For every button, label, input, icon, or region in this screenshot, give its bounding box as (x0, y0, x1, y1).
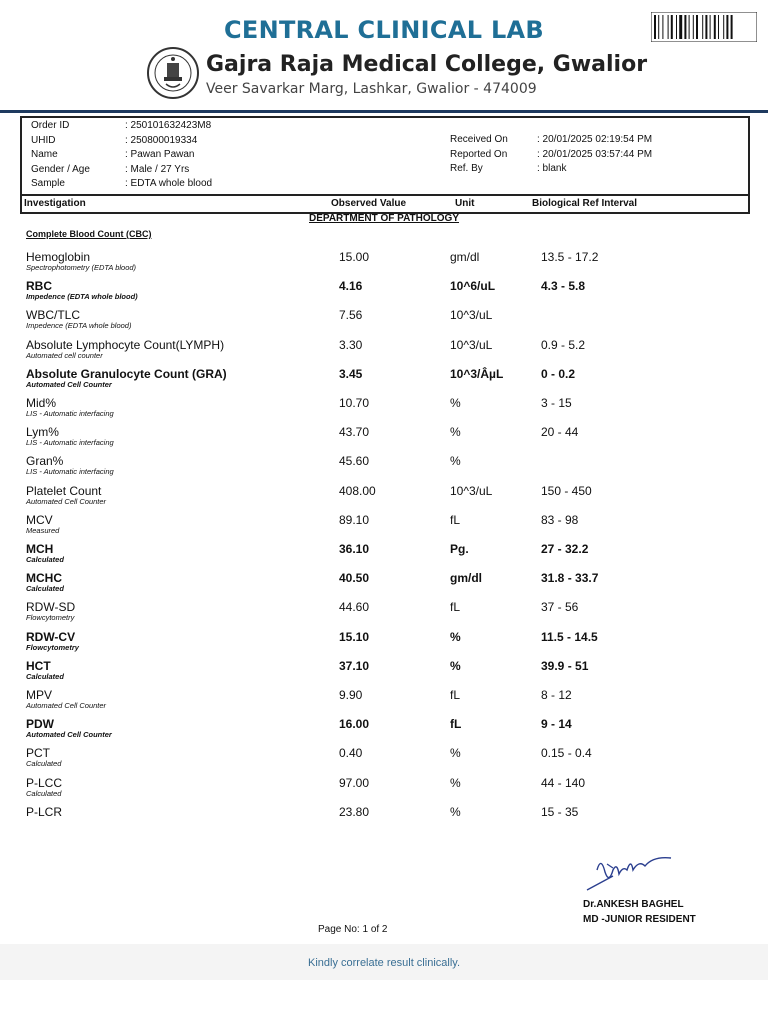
college-name: Gajra Raja Medical College, Gwalior (206, 52, 648, 77)
patient-label: Received On (450, 134, 508, 145)
test-method: Calculated (26, 671, 64, 681)
column-ref-interval: Biological Ref Interval (532, 198, 638, 209)
test-name: Hemoglobin (26, 250, 91, 264)
page-number: Page No: 1 of 2 (318, 924, 388, 935)
test-observed-value: 36.10 (339, 542, 370, 556)
test-method: Calculated (26, 788, 62, 798)
test-observed-value: 15.10 (339, 629, 370, 644)
test-name: Gran% (26, 454, 64, 469)
test-ref-interval: 83 - 98 (541, 512, 579, 527)
test-observed-value: 44.60 (339, 600, 370, 615)
test-name: HCT (26, 658, 51, 673)
test-unit: % (450, 454, 461, 469)
patient-label: Reported On (450, 148, 508, 160)
patient-value: : 20/01/2025 02:19:54 PM (537, 134, 653, 145)
test-unit: fL (450, 688, 461, 702)
test-name: P-LCR (26, 804, 63, 819)
test-name: Platelet Count (26, 483, 102, 498)
column-observed-value: Observed Value (331, 198, 407, 209)
patient-value: : 250101632423M8 (125, 120, 212, 131)
test-method: Calculated (26, 584, 64, 594)
test-observed-value: 7.56 (339, 308, 363, 323)
test-unit: fL (450, 717, 462, 732)
test-observed-value: 0.40 (339, 746, 363, 761)
test-observed-value: 37.10 (339, 658, 370, 673)
footer-note: Kindly correlate result clinically. (307, 957, 461, 969)
column-unit: Unit (455, 198, 475, 209)
patient-label: Order ID (31, 120, 70, 131)
patient-value: : Male / 27 Yrs (125, 163, 190, 175)
test-ref-interval: 0.15 - 0.4 (541, 746, 592, 761)
test-ref-interval: 0 - 0.2 (541, 366, 576, 381)
test-ref-interval: 150 - 450 (541, 483, 592, 498)
test-name: RDW-CV (26, 629, 76, 644)
section-heading: Complete Blood Count (CBC) (26, 229, 152, 239)
test-method: Automated Cell Counter (26, 496, 107, 506)
test-ref-interval: 13.5 - 17.2 (541, 250, 599, 264)
test-ref-interval: 37 - 56 (541, 600, 579, 615)
test-observed-value: 89.10 (339, 512, 370, 527)
test-method: Automated Cell Counter (26, 701, 107, 710)
patient-label: Gender / Age (31, 163, 90, 175)
patient-label: Name (31, 149, 58, 160)
test-method: Automated Cell Counter (26, 730, 112, 740)
test-unit: 10^3/uL (450, 483, 493, 498)
test-name: MCV (26, 512, 53, 527)
doctor-title: MD -JUNIOR RESIDENT (583, 914, 696, 925)
patient-label: UHID (31, 134, 56, 146)
test-unit: fL (450, 512, 461, 527)
patient-value: : 20/01/2025 03:57:44 PM (537, 148, 653, 160)
test-unit: 10^3/ÂµL (450, 366, 504, 381)
test-unit: % (450, 804, 461, 819)
test-unit: 10^3/uL (450, 308, 493, 323)
test-unit: Pg. (450, 542, 469, 556)
test-unit: % (450, 775, 461, 790)
test-observed-value: 9.90 (339, 688, 363, 702)
college-address: Veer Savarkar Marg, Lashkar, Gwalior - 474009 (206, 81, 537, 97)
test-unit: gm/dl (450, 250, 480, 264)
test-name: WBC/TLC (26, 308, 80, 323)
test-name: Absolute Lymphocyte Count(LYMPH) (26, 337, 225, 352)
test-name: RBC (26, 279, 52, 294)
test-observed-value: 408.00 (339, 483, 376, 498)
test-name: PCT (26, 746, 50, 761)
test-method: LIS - Automatic interfacing (26, 409, 114, 418)
test-ref-interval: 4.3 - 5.8 (541, 279, 586, 294)
test-unit: fL (450, 600, 461, 615)
test-unit: 10^3/uL (450, 337, 493, 352)
test-method: LIS - Automatic interfacing (26, 438, 114, 448)
patient-label: Ref. By (450, 163, 483, 174)
test-name: MCHC (26, 571, 62, 586)
test-observed-value: 45.60 (339, 454, 370, 469)
patient-value: : blank (537, 163, 567, 174)
test-unit: % (450, 425, 461, 440)
signature-image (583, 848, 675, 896)
header-divider (0, 110, 768, 113)
test-ref-interval: 0.9 - 5.2 (541, 337, 586, 352)
test-name: RDW-SD (26, 600, 76, 615)
barcode-icon (651, 12, 757, 42)
test-method: Flowcytometry (26, 642, 79, 652)
patient-value: : Pawan Pawan (125, 149, 195, 160)
test-unit: % (450, 629, 461, 644)
test-observed-value: 4.16 (339, 279, 363, 294)
test-observed-value: 3.30 (339, 337, 363, 352)
test-name: MPV (26, 688, 53, 702)
test-method: Impedence (EDTA whole blood) (26, 292, 138, 302)
test-method: Calculated (26, 555, 64, 564)
test-method: Measured (26, 525, 60, 535)
test-ref-interval: 27 - 32.2 (541, 542, 589, 556)
patient-label: Sample (31, 178, 65, 189)
doctor-name: Dr.ANKESH BAGHEL (583, 899, 684, 910)
test-observed-value: 16.00 (339, 717, 370, 732)
test-observed-value: 97.00 (339, 775, 370, 790)
lab-title: CENTRAL CLINICAL LAB (223, 16, 544, 44)
test-observed-value: 40.50 (339, 571, 370, 586)
test-method: Flowcytometry (26, 613, 75, 623)
test-ref-interval: 8 - 12 (541, 688, 572, 702)
patient-value: : EDTA whole blood (125, 178, 213, 189)
test-ref-interval: 15 - 35 (541, 804, 579, 819)
test-unit: % (450, 746, 461, 761)
test-ref-interval: 9 - 14 (541, 717, 572, 732)
column-investigation: Investigation (24, 198, 86, 209)
department-heading: DEPARTMENT OF PATHOLOGY (309, 213, 459, 224)
college-emblem-icon (146, 46, 200, 100)
test-unit: 10^6/uL (450, 279, 496, 294)
test-name: PDW (26, 717, 54, 732)
test-method: LIS - Automatic interfacing (26, 467, 114, 477)
test-observed-value: 43.70 (339, 425, 370, 440)
test-name: Absolute Granulocyte Count (GRA) (26, 366, 227, 381)
test-unit: % (450, 658, 461, 673)
test-observed-value: 23.80 (339, 804, 370, 819)
test-ref-interval: 11.5 - 14.5 (541, 629, 598, 644)
test-method: Automated Cell Counter (26, 379, 112, 389)
test-ref-interval: 20 - 44 (541, 425, 579, 440)
test-name: Mid% (26, 396, 57, 410)
test-observed-value: 15.00 (339, 250, 370, 264)
test-method: Spectrophotometry (EDTA blood) (26, 263, 137, 272)
test-method: Automated cell counter (26, 350, 103, 360)
test-method: Calculated (26, 759, 62, 769)
test-unit: gm/dl (450, 571, 482, 586)
test-observed-value: 10.70 (339, 396, 370, 410)
test-ref-interval: 39.9 - 51 (541, 658, 589, 673)
test-ref-interval: 44 - 140 (541, 775, 586, 790)
test-observed-value: 3.45 (339, 366, 363, 381)
test-unit: % (450, 396, 461, 410)
test-name: MCH (26, 542, 54, 556)
test-name: P-LCC (26, 775, 63, 790)
test-ref-interval: 3 - 15 (541, 396, 572, 410)
test-method: Impedence (EDTA whole blood) (26, 321, 132, 331)
patient-value: : 250800019334 (125, 134, 198, 146)
test-name: Lym% (26, 425, 59, 440)
test-ref-interval: 31.8 - 33.7 (541, 571, 599, 586)
